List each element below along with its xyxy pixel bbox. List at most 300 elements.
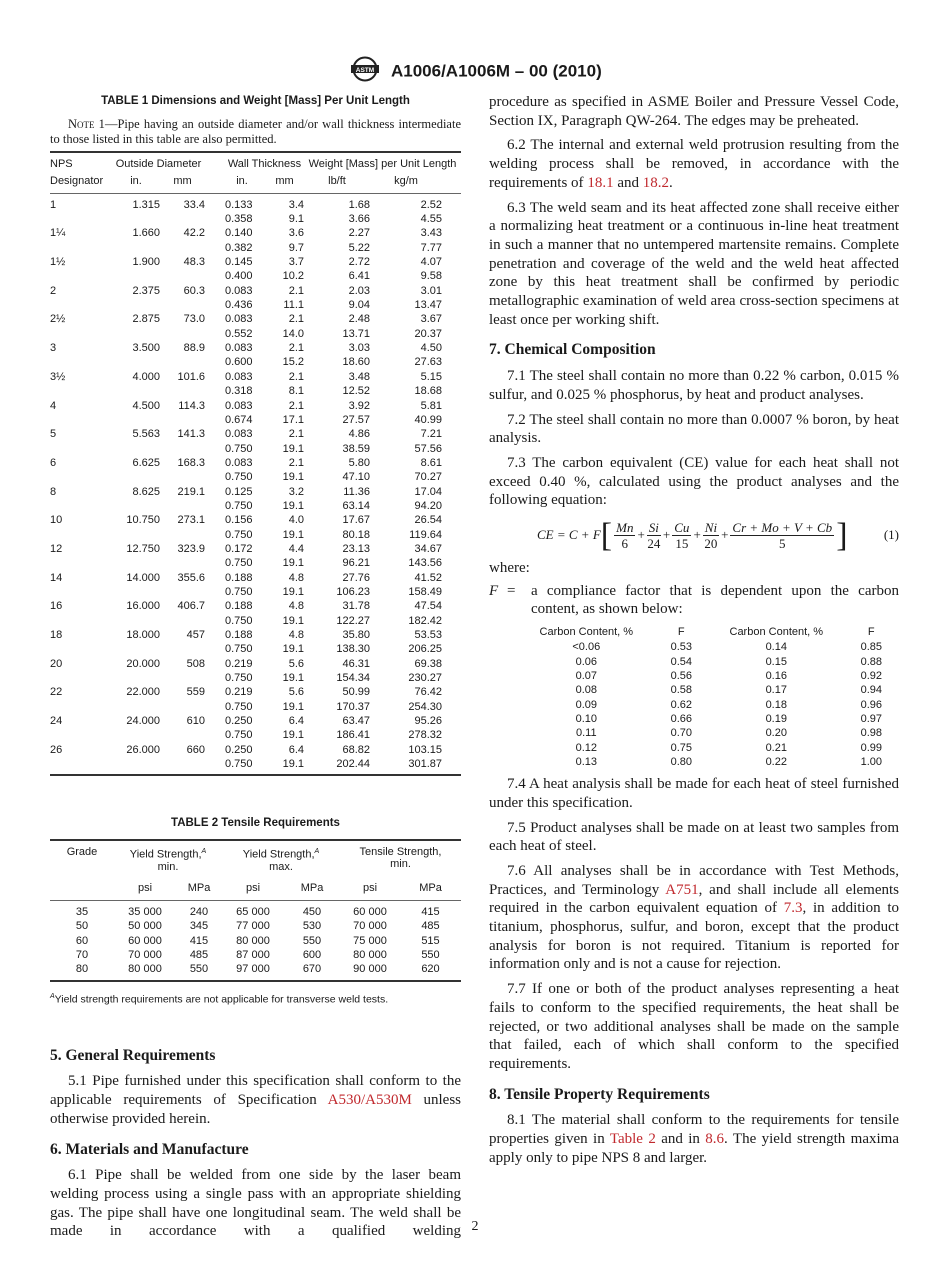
table-cell: 60 000	[128, 934, 162, 947]
table-cell: 4.0	[288, 514, 304, 527]
table-cell: 96.21	[342, 557, 370, 570]
subheader: MPa	[419, 881, 442, 894]
subheader: psi	[137, 881, 153, 894]
table-cell: 301.87	[408, 758, 442, 771]
cross-reference-link[interactable]: 18.2	[642, 174, 669, 191]
table-cell: 6.4	[288, 743, 304, 756]
table-cell: 9.7	[288, 241, 304, 254]
table-cell: 27.76	[342, 571, 370, 584]
footnote-mark: A	[50, 992, 55, 1000]
f-definition-text: a compliance factor that is dependent upon the carbon content, as shown below:	[531, 582, 899, 618]
table-cell: 3.01	[420, 284, 442, 297]
header-text: min.	[390, 858, 411, 871]
header-yield-max	[222, 840, 340, 873]
cross-reference-link[interactable]: A751	[665, 881, 699, 898]
table-cell: 0.20	[765, 727, 787, 740]
table-row	[50, 700, 461, 714]
table-cell: 485	[421, 920, 440, 933]
table-cell	[160, 528, 205, 542]
table-cell: 0.21	[765, 741, 787, 754]
table-cell: 0.083	[225, 370, 253, 383]
table-cell: 8	[50, 485, 57, 498]
table-row	[50, 714, 461, 728]
table-cell: 75 000	[353, 934, 387, 947]
table-cell	[112, 212, 160, 226]
table-cell: 19.1	[282, 557, 304, 570]
table-cell: 23.13	[342, 542, 370, 555]
table-cell: 26.000	[126, 743, 160, 756]
table-cell: 4.55	[420, 213, 442, 226]
table-cell: 5.6	[288, 657, 304, 670]
right-column	[489, 93, 899, 1174]
header-grade: Grade	[66, 846, 98, 859]
table-cell: 0.083	[225, 313, 253, 326]
table-cell: 80 000	[236, 934, 270, 947]
table-cell: 10	[50, 514, 63, 527]
table-row	[50, 556, 461, 570]
header-weight: Weight [Mass] per Unit Length	[308, 157, 457, 170]
table-cell: 60 000	[353, 905, 387, 918]
table-cell: 3.48	[348, 370, 370, 383]
cross-reference-link[interactable]: 7.3	[783, 900, 803, 917]
plus-sign: +	[637, 527, 645, 543]
table-row	[50, 470, 461, 484]
table-cell: 80 000	[128, 963, 162, 976]
table-cell: 19.1	[282, 672, 304, 685]
table-cell	[50, 269, 112, 283]
table-row	[50, 628, 461, 642]
table-cell: 34.67	[414, 542, 442, 555]
table-cell: 0.07	[575, 670, 597, 683]
section-heading: 8. Tensile Property Requirements	[489, 1085, 710, 1103]
paragraph	[489, 454, 899, 510]
table-cell: 87 000	[236, 948, 270, 961]
table-cell: 4.8	[288, 600, 304, 613]
table-cell: 6.625	[132, 456, 160, 469]
paragraph-text: procedure as specified in ASME Boiler and Pressure Vessel Code, Section IX, Paragraph QW-264. The edges may be preheated.	[489, 94, 899, 129]
subheader: mm	[275, 174, 294, 187]
table-row	[50, 934, 461, 948]
table2	[50, 839, 461, 981]
table-cell: 0.97	[860, 712, 882, 725]
table-cell: 158.49	[408, 585, 442, 598]
table-cell: 14.0	[282, 327, 304, 340]
table-cell: 122.27	[336, 614, 370, 627]
table-cell	[112, 470, 160, 484]
table-cell: 68.82	[342, 743, 370, 756]
table-cell: 19.1	[282, 471, 304, 484]
table-row	[50, 269, 461, 283]
fraction	[672, 520, 691, 551]
table-cell: 0.674	[225, 413, 253, 426]
table-cell: 0.140	[225, 227, 253, 240]
table-cell: 8.625	[132, 485, 160, 498]
table-cell: 154.34	[336, 672, 370, 685]
table-cell: 114.3	[178, 399, 205, 412]
table-cell: 219.1	[177, 485, 205, 498]
table-cell: 18	[50, 629, 63, 642]
equation-number: (1)	[883, 527, 899, 543]
table-cell: 5.563	[132, 428, 160, 441]
table-cell: 0.219	[225, 686, 253, 699]
right-bracket: ]	[836, 516, 848, 554]
paragraph-text: 7.2 The steel shall contain no more than 0.0007 % boron, by heat analysis.	[489, 411, 899, 447]
denominator: 20	[704, 536, 718, 552]
table-cell: 0.94	[860, 684, 882, 697]
table-cell: 12.52	[342, 385, 370, 398]
table-row	[50, 193, 461, 212]
table-cell	[112, 241, 160, 255]
paragraph-text: . The yield strength maxima apply only to pipe NPS 8 and larger.	[489, 1131, 899, 1166]
table-row	[50, 485, 461, 499]
table-cell: 5.15	[420, 370, 442, 383]
table-cell: 0.188	[225, 600, 253, 613]
table-cell: 0.54	[670, 655, 692, 668]
table-row	[50, 657, 461, 671]
table-cell: 0.358	[225, 213, 253, 226]
table-cell: 48.3	[183, 256, 205, 269]
table-row	[50, 413, 461, 427]
table-cell: 0.750	[225, 499, 253, 512]
paragraph	[489, 819, 899, 856]
table-cell: 1¼	[50, 227, 66, 240]
table-cell	[50, 212, 112, 226]
table-row	[50, 341, 461, 355]
table-cell: 406.7	[177, 600, 205, 613]
table-cell: 18.000	[126, 629, 160, 642]
table-cell: 19.1	[282, 643, 304, 656]
table-cell: 33.4	[183, 198, 205, 211]
header-outside-diameter: Outside Diameter	[115, 157, 202, 170]
table-cell	[112, 556, 160, 570]
cross-reference-link[interactable]: A530/A530M	[327, 1092, 412, 1109]
table-cell: 103.15	[408, 743, 442, 756]
table-cell	[50, 384, 112, 398]
table-row	[50, 571, 461, 585]
table-cell: 60.3	[183, 284, 205, 297]
table-row	[509, 655, 889, 669]
table-cell	[50, 614, 112, 628]
header-f: F	[677, 626, 685, 639]
table-cell: 0.22	[765, 755, 787, 768]
table-cell: 20.37	[414, 327, 442, 340]
table-cell	[112, 355, 160, 369]
table-cell: 0.750	[225, 729, 253, 742]
table-cell	[112, 528, 160, 542]
table-cell: 50.99	[342, 686, 370, 699]
fraction	[647, 520, 661, 551]
table-cell: 1.315	[132, 198, 160, 211]
cross-reference-link[interactable]: 18.1	[587, 174, 614, 191]
header-f: F	[867, 626, 875, 639]
table-cell: 660	[186, 743, 205, 756]
table-cell	[112, 327, 160, 341]
table-cell: 0.53	[670, 641, 692, 654]
table-cell: 15.2	[282, 356, 304, 369]
table-cell: 0.188	[225, 571, 253, 584]
table-cell: 355.6	[177, 571, 205, 584]
table-cell	[112, 298, 160, 312]
table-cell: 670	[302, 963, 322, 976]
table-cell	[50, 671, 112, 685]
table-cell: 0.750	[225, 700, 253, 713]
header-tensile-min	[340, 840, 461, 873]
table-cell: 3.03	[348, 342, 370, 355]
table-cell: 168.3	[177, 456, 205, 469]
table-cell: 19.1	[282, 442, 304, 455]
table-cell: 254.30	[408, 700, 442, 713]
table-cell	[50, 413, 112, 427]
table-cell: 2.03	[348, 284, 370, 297]
table-cell: 2.1	[288, 399, 304, 412]
table-row	[50, 743, 461, 757]
table-cell	[50, 642, 112, 656]
paragraph	[489, 199, 899, 330]
paragraph-text: 6.3 The weld seam and its heat affected zone shall receive either a normalizing heat treatment or a continuous in-line heat treatment in such a manner that no untempered martensite remains. Complete penetration and coverage of the weld and the weld heat affected zone by this heat treatment shall be confirmed by periodic metallographic examination of weld area cross-section specimens at least once per working shift.	[489, 199, 899, 328]
table-cell: 0.12	[575, 741, 597, 754]
paragraph-text: 7.1 The steel shall contain no more than 0.22 % carbon, 0.015 % sulfur, and 0.025 % phosphorus, by heat and product analyses.	[489, 368, 899, 403]
table-cell: 9.04	[348, 299, 370, 312]
table-cell: 3	[50, 342, 57, 355]
table-cell: 3.66	[348, 213, 370, 226]
table-cell: 14.000	[126, 571, 160, 584]
left-column	[50, 92, 461, 1247]
table-cell: 8.1	[288, 385, 304, 398]
table-cell: 13.71	[342, 327, 370, 340]
table-cell: 47.54	[414, 600, 442, 613]
subheader: lb/ft	[328, 174, 346, 187]
table-cell: 3.92	[348, 399, 370, 412]
table-cell: 278.32	[408, 729, 442, 742]
table-cell: 2.375	[132, 284, 160, 297]
paragraph-text: .	[668, 174, 673, 191]
footnote-text: Yield strength requirements are not applicable for transverse weld tests.	[54, 993, 389, 1006]
table-cell: <0.06	[572, 641, 601, 654]
table-cell: 0.18	[765, 698, 787, 711]
table-row	[50, 312, 461, 326]
table-cell: 2.72	[348, 256, 370, 269]
table-cell	[50, 757, 112, 775]
section-heading: 5. General Requirements	[50, 1046, 216, 1064]
table-row	[50, 355, 461, 369]
table-cell: 3.7	[288, 256, 304, 269]
table-cell: 3.67	[420, 313, 442, 326]
paragraph-text: 7.6 All analyses shall be in accordance with Test Methods, Practices, and Terminology	[489, 862, 899, 898]
table-cell: 0.08	[575, 684, 597, 697]
table-cell: 76.42	[414, 686, 442, 699]
table-cell: 2½	[50, 313, 66, 326]
table-cell: 0.750	[225, 672, 253, 685]
table-row	[50, 212, 461, 226]
table-cell: 0.156	[225, 514, 253, 527]
table-cell: 0.083	[225, 342, 253, 355]
table-cell	[160, 241, 205, 255]
table-cell: 70 000	[128, 948, 162, 961]
table-cell	[50, 528, 112, 542]
table-cell: 0.98	[860, 727, 882, 740]
astm-logo-icon	[348, 56, 382, 87]
table-row	[50, 499, 461, 513]
table-cell: 80 000	[353, 948, 387, 961]
table-cell: 73.0	[183, 313, 205, 326]
table-cell: 97 000	[236, 963, 270, 976]
table-cell: 19.1	[282, 758, 304, 771]
paragraph	[50, 1072, 461, 1128]
table-cell	[50, 442, 112, 456]
page-number: 2	[471, 1219, 479, 1234]
paragraph-text: 7.7 If one or both of the product analyses representing a heat fails to conform to the specified requirements, the heat shall be rejected, or two additional analyses shall be made on the sample that failed, each of which shall conform to the specified requirements.	[489, 981, 899, 1072]
numerator: Si	[648, 520, 659, 536]
table-cell: 18.68	[414, 385, 442, 398]
table-cell: 0.083	[225, 284, 253, 297]
numerator: Cr + Mo + V + Cb	[732, 520, 833, 536]
table-cell: 620	[421, 963, 440, 976]
cross-reference-link[interactable]: 8.6	[705, 1131, 725, 1148]
table-cell: 0.66	[670, 712, 692, 725]
numerator: Cu	[674, 520, 690, 536]
table-cell: 19.1	[282, 585, 304, 598]
footnote-mark: A	[314, 848, 320, 856]
table-cell	[160, 585, 205, 599]
subheader: MPa	[187, 881, 211, 894]
table-cell: 38.59	[342, 442, 370, 455]
table-cell: 8.61	[420, 456, 442, 469]
table-cell: 19.1	[282, 729, 304, 742]
table-cell: 0.750	[225, 528, 253, 541]
paragraph-text: , in addition to titanium, phosphorus, sulfur, and boron, except that the product analysis for boron is not required. Titanium is reported for information only and is not a cause for rejection.	[489, 900, 899, 973]
table-cell: 19.1	[282, 528, 304, 541]
table-cell: 0.19	[765, 712, 787, 725]
table-row	[50, 255, 461, 269]
table-cell: 94.20	[414, 499, 442, 512]
table-cell: 0.99	[860, 741, 882, 754]
table-cell: 0.125	[225, 485, 253, 498]
table-row	[50, 599, 461, 613]
table-row	[50, 456, 461, 470]
table-cell	[160, 413, 205, 427]
table-cell: 14	[50, 571, 63, 584]
paragraph	[489, 93, 899, 130]
table-cell: 2.1	[288, 456, 304, 469]
table-cell: 6.4	[288, 715, 304, 728]
table-cell: 550	[421, 948, 440, 961]
table-cell: 41.52	[414, 571, 442, 584]
table-cell: 143.56	[408, 557, 442, 570]
plus-sign: +	[662, 527, 671, 543]
table-cell: 17.67	[342, 514, 370, 527]
table-cell: 90 000	[353, 963, 387, 976]
cross-reference-link[interactable]: Table 2	[609, 1131, 656, 1148]
table-cell: 550	[189, 963, 209, 976]
table-cell	[112, 384, 160, 398]
table-cell: 1.00	[860, 755, 882, 768]
table-cell: 9.1	[288, 213, 304, 226]
subheader: psi	[362, 881, 378, 894]
table-cell: 4	[50, 399, 57, 412]
header-text: min.	[157, 860, 179, 873]
table-cell: 11.36	[343, 485, 370, 498]
table-cell: 77 000	[236, 920, 270, 933]
table-cell	[160, 642, 205, 656]
table-cell: 22.000	[126, 686, 160, 699]
table-cell: 3.500	[132, 342, 160, 355]
table-row	[509, 640, 889, 654]
table-cell: 0.750	[225, 643, 253, 656]
table-row	[50, 671, 461, 685]
paragraph-text: unless otherwise provided herein.	[50, 1092, 461, 1127]
denominator: 15	[675, 536, 689, 552]
paragraph	[489, 1111, 899, 1167]
table-cell	[160, 327, 205, 341]
table-cell: 0.382	[225, 241, 253, 254]
document-designation: A1006/A1006M – 00 (2010)	[390, 61, 602, 81]
right-body-text-a	[489, 93, 899, 510]
table-cell	[160, 442, 205, 456]
header-text: Yield Strength,	[129, 848, 202, 861]
table-cell: 485	[189, 948, 209, 961]
table-row	[50, 370, 461, 384]
table-cell: 27.57	[342, 413, 370, 426]
table-cell: 50 000	[128, 920, 162, 933]
table-cell	[50, 355, 112, 369]
table-cell: 0.11	[576, 727, 597, 740]
paragraph	[489, 367, 899, 404]
left-bracket: [	[600, 516, 613, 554]
table-cell: 4.500	[132, 399, 160, 412]
table-cell: 0.80	[670, 755, 692, 768]
table-cell	[112, 614, 160, 628]
table-cell: 610	[186, 715, 205, 728]
table-cell: 2.875	[132, 313, 160, 326]
header-text: Tensile Strength,	[359, 846, 442, 859]
table-cell	[50, 556, 112, 570]
table-cell	[112, 269, 160, 283]
table-row	[50, 513, 461, 527]
table-row	[50, 427, 461, 441]
table-cell: 5.81	[420, 399, 442, 412]
table-cell: 2.1	[288, 342, 304, 355]
subheader: in.	[130, 174, 142, 187]
table-cell: 0.750	[225, 614, 253, 627]
table-cell	[50, 728, 112, 742]
table-cell: 0.552	[225, 327, 253, 340]
table-cell: 12.750	[126, 542, 160, 555]
table-row	[50, 728, 461, 742]
table-cell: 5.6	[288, 686, 304, 699]
subheader: Designator	[50, 174, 104, 187]
table-cell: 0.14	[765, 641, 787, 654]
table-row	[50, 919, 461, 933]
table-cell: 69.38	[414, 657, 442, 670]
table-cell: 13.47	[414, 299, 442, 312]
table-cell: 0.16	[765, 670, 787, 683]
header-wall-thickness: Wall Thickness	[227, 157, 302, 170]
table-cell: 3.43	[420, 227, 442, 240]
table-cell: 2.1	[288, 284, 304, 297]
table-cell: 3.2	[288, 485, 304, 498]
table-cell: 101.6	[177, 370, 205, 383]
table-cell: 0.318	[225, 385, 253, 398]
table-row	[50, 399, 461, 413]
table-cell: 40.99	[414, 413, 442, 426]
footnote-mark: A	[201, 848, 207, 856]
table-row	[50, 685, 461, 699]
table-cell: 80	[75, 963, 89, 976]
table-cell: 20.000	[126, 657, 160, 670]
numerator: Mn	[616, 520, 634, 536]
table-cell: 559	[186, 686, 205, 699]
table-cell: 0.09	[575, 698, 597, 711]
